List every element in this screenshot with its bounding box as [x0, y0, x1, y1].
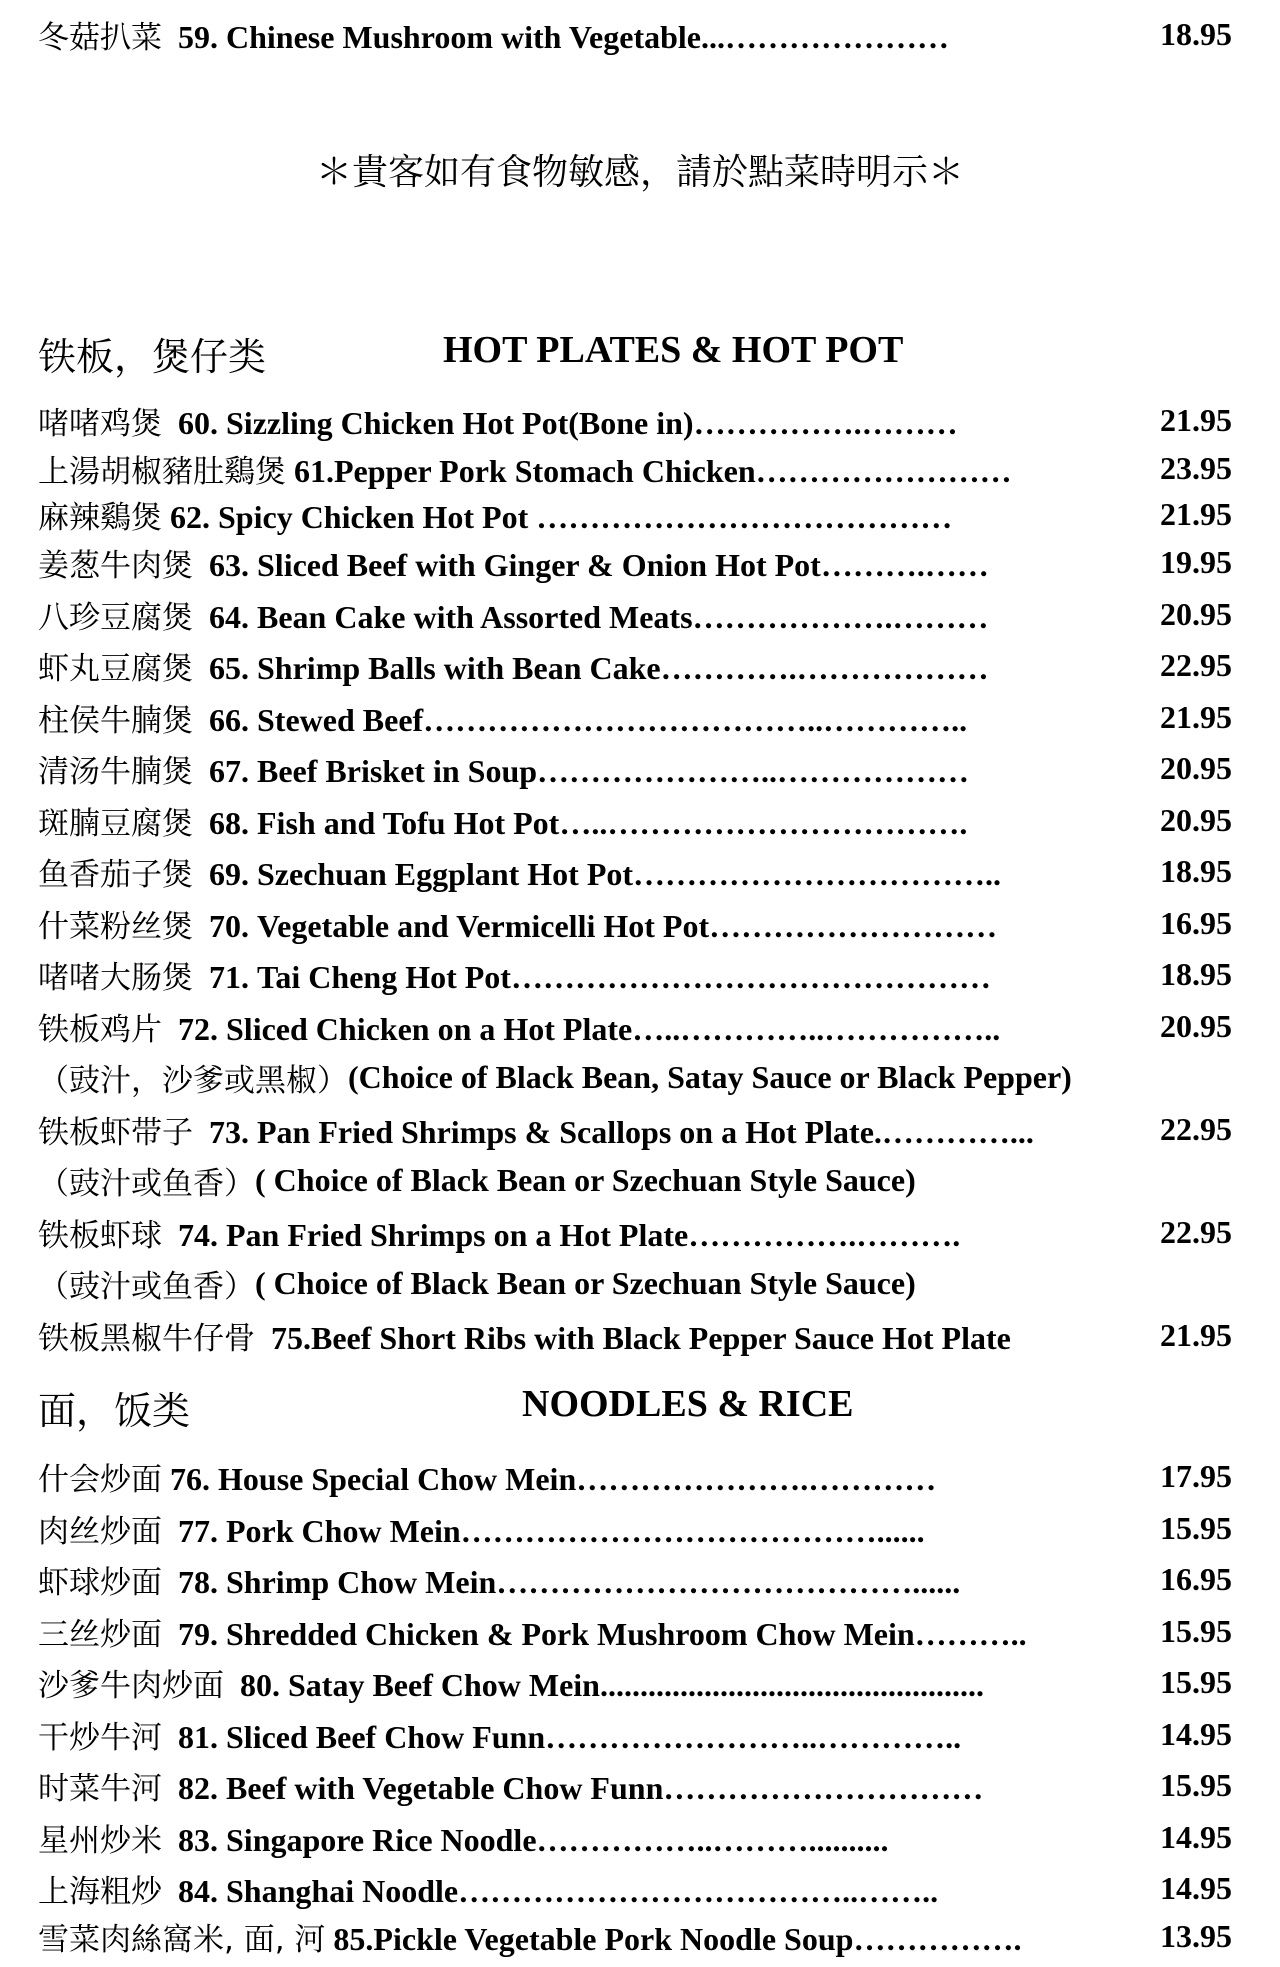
section-heading-noodles [38, 1380, 1232, 1436]
menu-item-66 [38, 695, 1232, 739]
item-name-en: 80. Satay Beef Chow Mein................................................ [240, 1666, 984, 1703]
item-name-cn: 什菜粉丝煲 [38, 908, 193, 945]
item-name-cn: 肉丝炒面 [38, 1513, 162, 1550]
item-price: 15.95 [1160, 1766, 1232, 1803]
item-name-cn: 铁板黑椒牛仔骨 [38, 1320, 255, 1357]
item-name-en: 77. Pork Chow Mein…………………………………...... [178, 1512, 925, 1549]
item-name-en: 71. Tai Cheng Hot Pot……………………………………… [209, 958, 991, 995]
menu-item-83 [38, 1815, 1232, 1859]
section-title-en: NOODLES & RICE [522, 1383, 854, 1425]
menu-item-70 [38, 901, 1232, 945]
item-name-en: 76. House Special Chow Mein………………….………… [170, 1460, 937, 1497]
item-name-cn: 铁板鸡片 [38, 1011, 162, 1048]
item-name-en: 64. Bean Cake with Assorted Meats……………….……… [209, 598, 989, 635]
item-name-en: 72. Sliced Chicken on a Hot Plate…..…………..…………….. [178, 1010, 1001, 1047]
item-price: 18.95 [1160, 955, 1232, 992]
item-name-cn: 虾丸豆腐煲 [38, 650, 193, 687]
item-name-cn: 三丝炒面 [38, 1616, 162, 1653]
item-name-cn: 鱼香茄子煲 [38, 856, 193, 893]
menu-item-60 [38, 398, 1232, 442]
item-name-en: 59. Chinese Mushroom with Vegetable...………………… [178, 18, 949, 55]
item-name-cn: 麻辣鷄煲 [38, 499, 162, 536]
item-name-en: 70. Vegetable and Vermicelli Hot Pot……………………… [209, 907, 998, 944]
note-en: ( Choice of Black Bean or Szechuan Style Sauce) [255, 1264, 916, 1301]
item-name-cn: 冬菇扒菜 [38, 19, 162, 56]
item-name-cn: 什会炒面 [38, 1461, 162, 1498]
item-name-cn: 啫啫大肠煲 [38, 959, 193, 996]
item-name-cn: 姜葱牛肉煲 [38, 547, 193, 584]
item-price: 20.95 [1160, 595, 1232, 632]
menu-item-76 [38, 1454, 1232, 1498]
menu-item-59 [38, 12, 1232, 56]
item-price: 18.95 [1160, 852, 1232, 889]
note-en: (Choice of Black Bean, Satay Sauce or Black Pepper) [348, 1058, 1072, 1095]
menu-item-81 [38, 1712, 1232, 1756]
menu-item-77 [38, 1506, 1232, 1550]
item-name-cn: 雪菜肉絲窩米, 面, 河 [38, 1921, 326, 1958]
menu-item-67 [38, 746, 1232, 790]
item-price: 16.95 [1160, 904, 1232, 941]
item-name-en: 68. Fish and Tofu Hot Pot…..……………………………. [209, 804, 968, 841]
item-price: 18.95 [1160, 15, 1232, 52]
menu-item-72 [38, 1004, 1232, 1048]
menu-item-85 [38, 1914, 1232, 1958]
item-name-cn: 铁板虾带子 [38, 1114, 193, 1151]
item-name-cn: 八珍豆腐煲 [38, 599, 193, 636]
menu-item-61 [38, 446, 1232, 490]
item-name-cn: 时菜牛河 [38, 1770, 162, 1807]
menu-item-74 [38, 1210, 1232, 1254]
item-name-en: 75.Beef Short Ribs with Black Pepper Sauce Hot Plate [271, 1319, 1011, 1356]
item-name-en: 65. Shrimp Balls with Bean Cake………….……………… [209, 649, 989, 686]
note-cn: （豉汁或鱼香） [38, 1268, 255, 1305]
item-name-en: 78. Shrimp Chow Mein…………………………………...... [178, 1563, 961, 1600]
item-price: 20.95 [1160, 749, 1232, 786]
item-name-cn: 柱侯牛腩煲 [38, 702, 193, 739]
item-name-cn: 斑腩豆腐煲 [38, 805, 193, 842]
item-price: 23.95 [1160, 449, 1232, 486]
item-price: 14.95 [1160, 1715, 1232, 1752]
note-cn: （豉汁或鱼香） [38, 1165, 255, 1202]
item-name-en: 63. Sliced Beef with Ginger & Onion Hot Pot……….…… [209, 546, 989, 583]
item-name-en: 69. Szechuan Eggplant Hot Pot…………………………….. [209, 855, 1002, 892]
item-name-en: 74. Pan Fried Shrimps on a Hot Plate…………….………. [178, 1216, 961, 1253]
item-note-74 [38, 1261, 1232, 1305]
item-name-en: 79. Shredded Chicken & Pork Mushroom Chow Mein……….. [178, 1615, 1027, 1652]
item-price: 19.95 [1160, 543, 1232, 580]
item-name-cn: 干炒牛河 [38, 1719, 162, 1756]
item-name-en: 66. Stewed Beef………………………………..………….. [209, 701, 968, 738]
item-name-cn: 铁板虾球 [38, 1217, 162, 1254]
menu-item-description [38, 12, 949, 57]
menu-item-82 [38, 1763, 1232, 1807]
menu-item-84 [38, 1866, 1232, 1910]
item-price: 22.95 [1160, 646, 1232, 683]
menu-item-69 [38, 849, 1232, 893]
item-price: 17.95 [1160, 1457, 1232, 1494]
item-name-cn: 星州炒米 [38, 1822, 162, 1859]
item-name-cn: 清汤牛腩煲 [38, 753, 193, 790]
menu-item-62 [38, 492, 1232, 536]
item-price: 22.95 [1160, 1213, 1232, 1250]
menu-item-80 [38, 1660, 1232, 1704]
item-name-en: 81. Sliced Beef Chow Funn……………………..………….. [178, 1718, 962, 1755]
section-heading-hotplates [38, 326, 1232, 382]
item-name-en: 85.Pickle Vegetable Pork Noodle Soup……………. [333, 1920, 1022, 1957]
menu-item-79 [38, 1609, 1232, 1653]
item-note-73 [38, 1158, 1232, 1202]
item-name-en: 84. Shanghai Noodle………………………………..…….. [178, 1872, 939, 1909]
item-price: 14.95 [1160, 1818, 1232, 1855]
menu-item-71 [38, 952, 1232, 996]
menu-item-63 [38, 540, 1232, 584]
menu-item-75 [38, 1313, 1232, 1357]
item-note-72 [38, 1055, 1232, 1099]
item-name-en: 82. Beef with Vegetable Chow Funn………………………… [178, 1769, 984, 1806]
item-price: 21.95 [1160, 1316, 1232, 1353]
section-title-cn: 铁板，煲仔类 [38, 335, 267, 379]
item-price: 16.95 [1160, 1560, 1232, 1597]
item-name-en: 61.Pepper Pork Stomach Chicken…………………… [294, 452, 1012, 489]
item-price: 15.95 [1160, 1612, 1232, 1649]
item-price: 20.95 [1160, 801, 1232, 838]
item-name-cn: 虾球炒面 [38, 1564, 162, 1601]
section-title-cn: 面，饭类 [38, 1389, 191, 1433]
item-price: 15.95 [1160, 1509, 1232, 1546]
item-name-en: 83. Singapore Rice Noodle……………..……….......... [178, 1821, 889, 1858]
menu-item-64 [38, 592, 1232, 636]
menu-item-65 [38, 643, 1232, 687]
item-name-cn: 上湯胡椒豬肚鷄煲 [38, 453, 286, 490]
item-price: 21.95 [1160, 495, 1232, 532]
note-cn: （豉汁，沙爹或黑椒） [38, 1062, 348, 1099]
item-price: 13.95 [1160, 1917, 1232, 1954]
allergy-notice: ＊貴客如有食物敏感，請於點菜時明示＊ [315, 152, 964, 193]
item-name-cn: 沙爹牛肉炒面 [38, 1667, 224, 1704]
item-price: 14.95 [1160, 1869, 1232, 1906]
item-name-en: 60. Sizzling Chicken Hot Pot(Bone in)…………….……… [178, 404, 958, 441]
item-name-en: 67. Beef Brisket in Soup…………………..……………… [209, 752, 970, 789]
item-name-en: 73. Pan Fried Shrimps & Scallops on a Hot Plate.…………... [209, 1113, 1034, 1150]
item-price: 22.95 [1160, 1110, 1232, 1147]
menu-item-78 [38, 1557, 1232, 1601]
item-price: 21.95 [1160, 698, 1232, 735]
item-price: 15.95 [1160, 1663, 1232, 1700]
menu-item-73 [38, 1107, 1232, 1151]
item-name-cn: 啫啫鸡煲 [38, 405, 162, 442]
note-en: ( Choice of Black Bean or Szechuan Style Sauce) [255, 1161, 916, 1198]
item-name-cn: 上海粗炒 [38, 1873, 162, 1910]
section-title-en: HOT PLATES & HOT POT [443, 329, 904, 371]
item-price: 21.95 [1160, 401, 1232, 438]
item-name-en: 62. Spicy Chicken Hot Pot ………………………………… [170, 498, 953, 535]
item-price: 20.95 [1160, 1007, 1232, 1044]
menu-item-68 [38, 798, 1232, 842]
